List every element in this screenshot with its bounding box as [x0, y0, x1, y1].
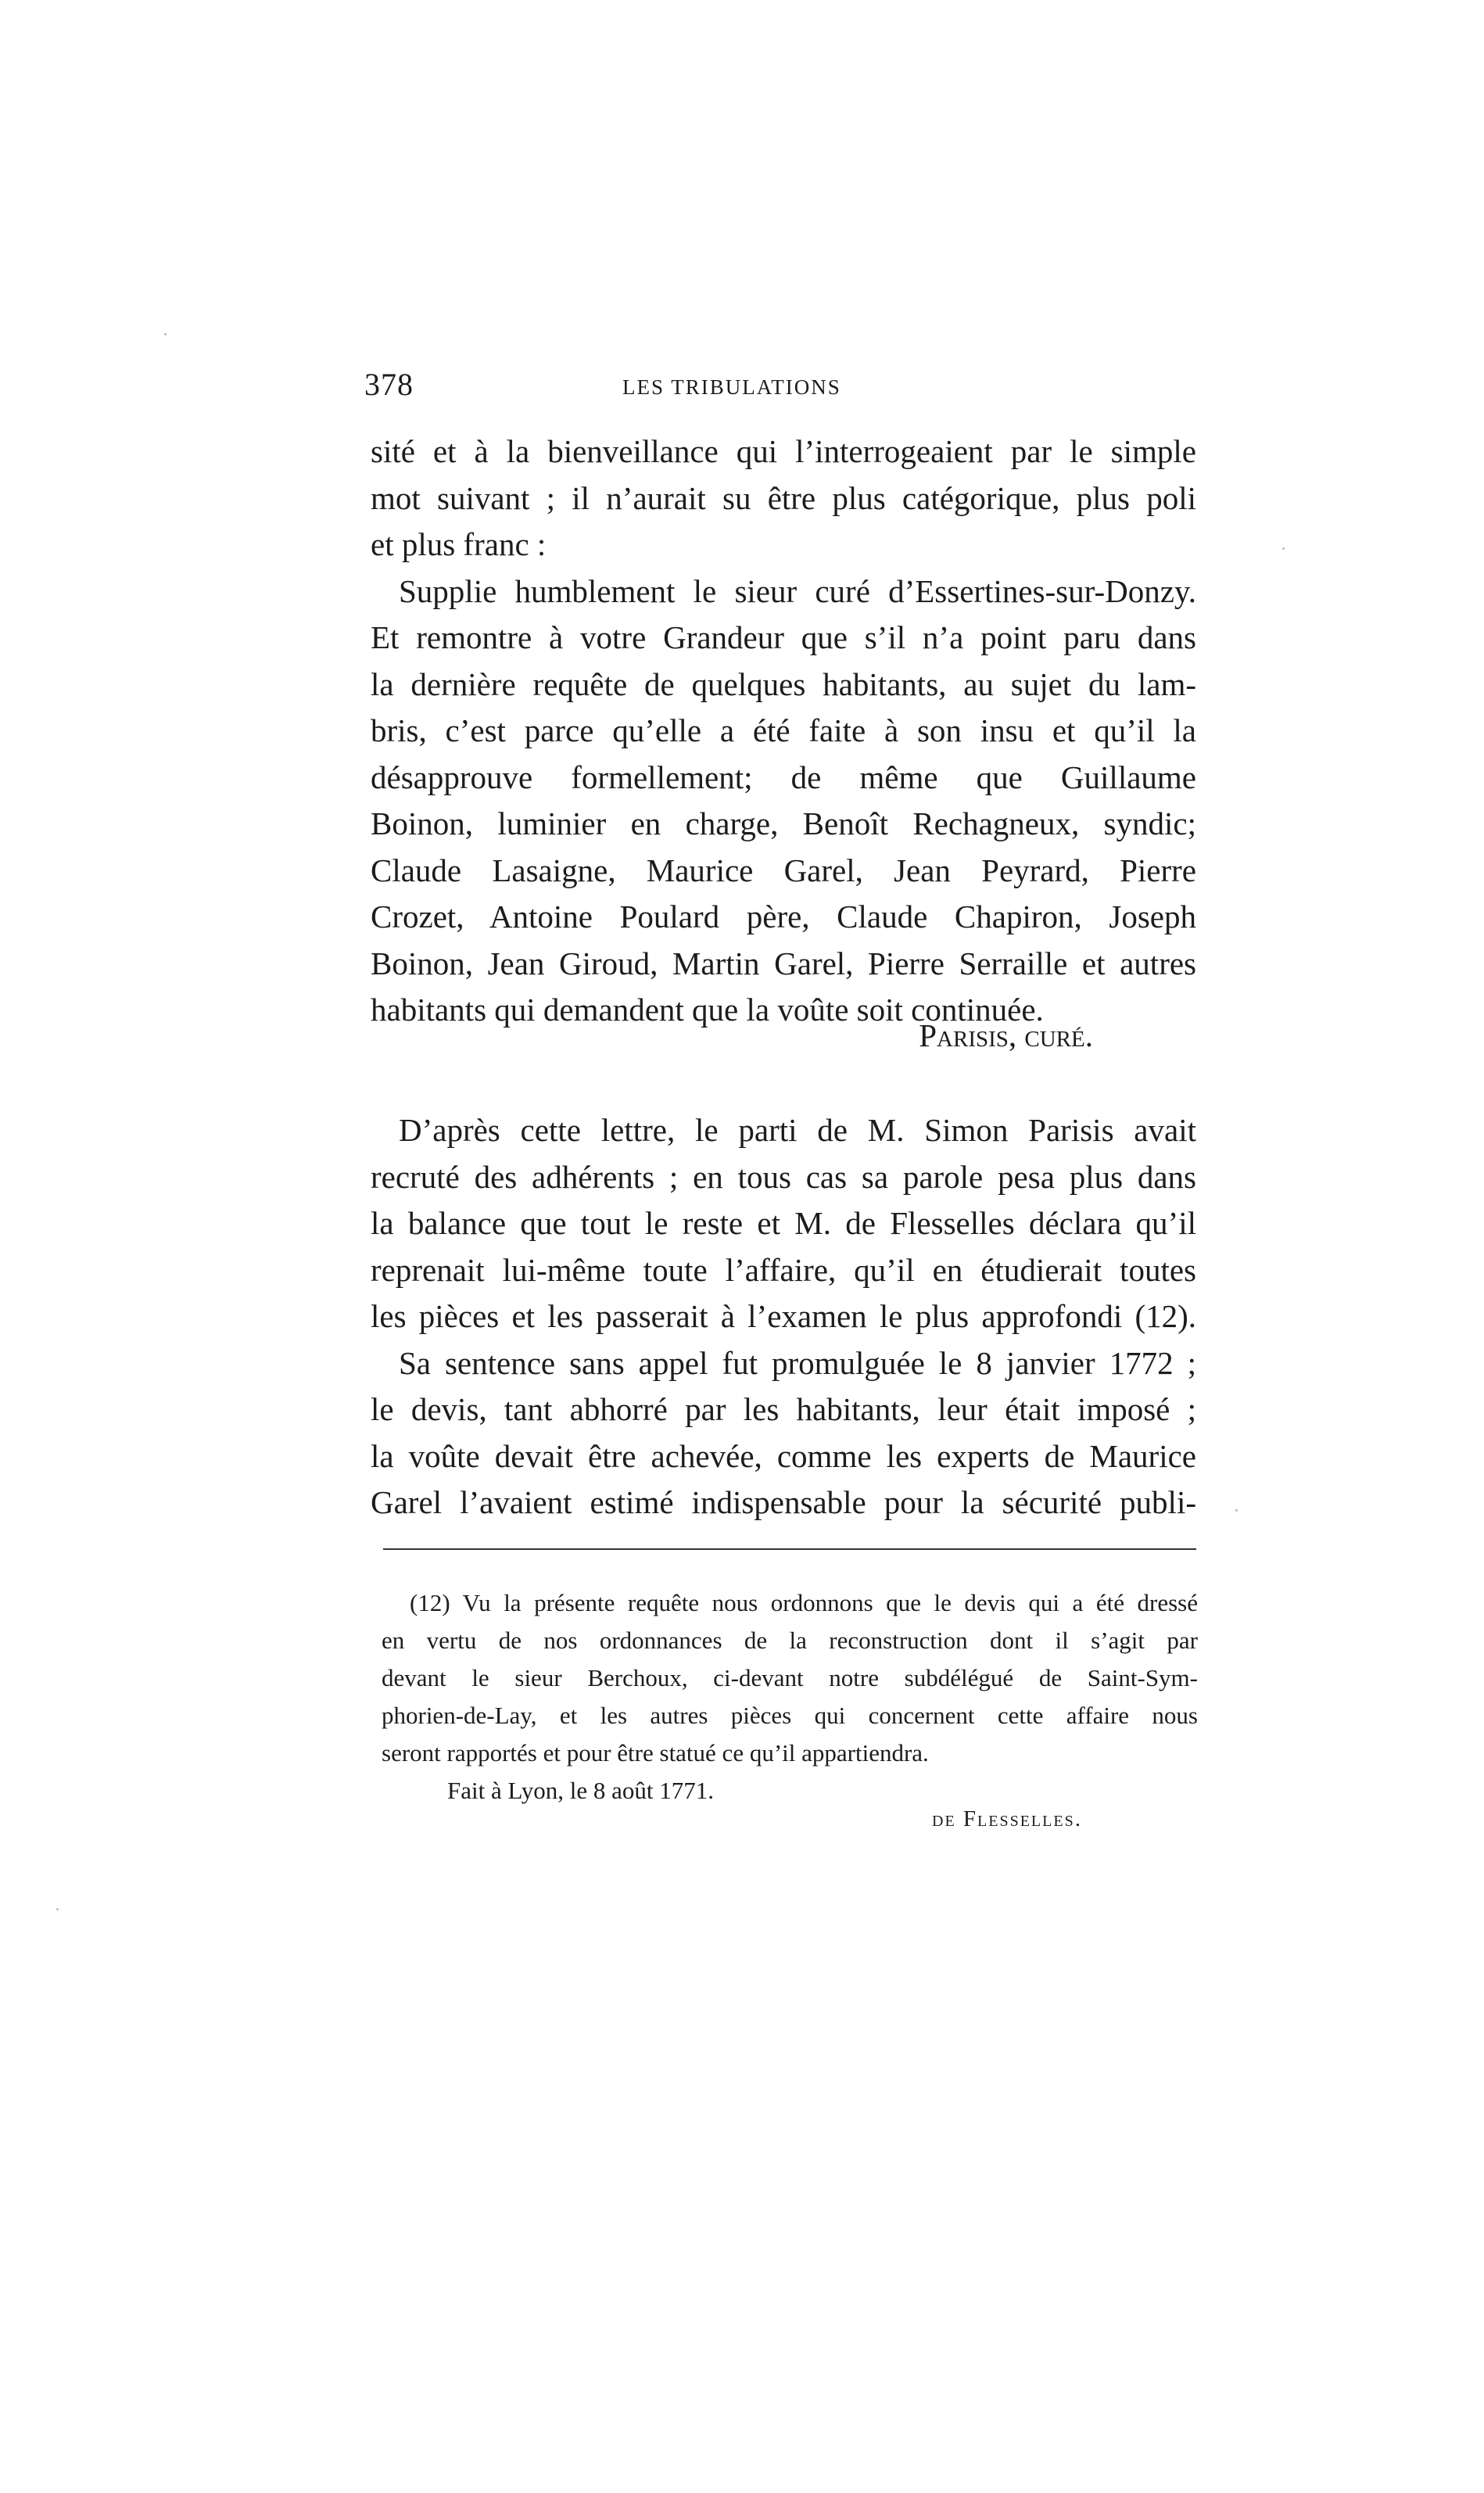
paper-speck [1282, 547, 1285, 550]
quote-line: bris, c’est parce qu’elle a été faite à son insu et qu’il la [371, 712, 1196, 748]
footnote-date: Fait à Lyon, le 8 août 1771. [447, 1777, 714, 1804]
text-line: le devis, tant abhorré par les habitants, leur était imposé ; [371, 1391, 1196, 1427]
text-line: D’après cette lettre, le parti de M. Simon Parisis avait [399, 1112, 1196, 1148]
footnote-divider [383, 1548, 1196, 1550]
text-line: reprenait lui-même toute l’affaire, qu’il en étudierait toutes [371, 1251, 1196, 1288]
main-text-continued [371, 1107, 1196, 1526]
page-header [364, 366, 1196, 413]
footnote-line: (12) Vu la présente requête nous ordonnons que le devis qui a été dressé [410, 1589, 1198, 1616]
quote-line: Boinon, Jean Giroud, Martin Garel, Pierre Serraille et autres [371, 945, 1196, 981]
quote-line: Supplie humblement le sieur curé d’Essertines-sur-Donzy. [399, 572, 1196, 609]
text-line: la voûte devait être achevée, comme les experts de Maurice [371, 1437, 1196, 1474]
footnote [382, 1584, 1198, 1810]
text-line: et plus franc : [371, 526, 547, 562]
text-line: sité et à la bienveillance qui l’interrogeaient par le simple [371, 433, 1196, 469]
footnote-line: seront rapportés et pour être statué ce qu’il appartiendra. [382, 1739, 929, 1767]
running-head: LES TRIBULATIONS [622, 375, 841, 399]
paper-speck [56, 1908, 59, 1910]
text-line: les pièces et les passerait à l’examen le plus approfondi (12). [371, 1298, 1196, 1334]
paper-speck [164, 333, 167, 335]
main-text [371, 429, 1196, 1034]
text-line: Garel l’avaient estimé indispensable pour la sécurité publi- [371, 1484, 1196, 1520]
quote-line: Claude Lasaigne, Maurice Garel, Jean Peyrard, Pierre [371, 852, 1196, 888]
quote-line: habitants qui demandent que la voûte soit continuée. [371, 992, 1044, 1028]
quote-line: Boinon, luminier en charge, Benoît Rechagneux, syndic; [371, 805, 1196, 841]
text-line: la balance que tout le reste et M. de Flesselles déclara qu’il [371, 1205, 1196, 1241]
text-line: recruté des adhérents ; en tous cas sa parole pesa plus dans [371, 1158, 1196, 1195]
text-line: Sa sentence sans appel fut promulguée le 8 janvier 1772 ; [399, 1344, 1196, 1381]
footnote-line: en vertu de nos ordonnances de la reconstruction dont il s’agit par [382, 1627, 1198, 1654]
quote-line: désapprouve formellement; de même que Guillaume [371, 759, 1196, 795]
quote-line: la dernière requête de quelques habitants, au sujet du lam- [371, 665, 1196, 702]
quote-line: Crozet, Antoine Poulard père, Claude Chapiron, Joseph [371, 899, 1196, 934]
text-line: mot suivant ; il n’aurait su être plus catégorique, plus poli [371, 479, 1196, 516]
quote-signature: Parisis, curé. [919, 1017, 1093, 1053]
quote-signature-block [371, 1017, 1196, 1064]
footnote-signature: de Flesselles. [932, 1806, 1082, 1831]
page-number: 378 [364, 367, 414, 402]
paper-speck [1235, 1509, 1238, 1512]
footnote-line: phorien-de-Lay, et les autres pièces qui concernent cette affaire nous [382, 1702, 1198, 1729]
footnote-line: devant le sieur Berchoux, ci-devant notre subdélégué de Saint-Sym- [382, 1664, 1198, 1691]
quote-line: Et remontre à votre Grandeur que s’il n’a point paru dans [371, 619, 1196, 655]
